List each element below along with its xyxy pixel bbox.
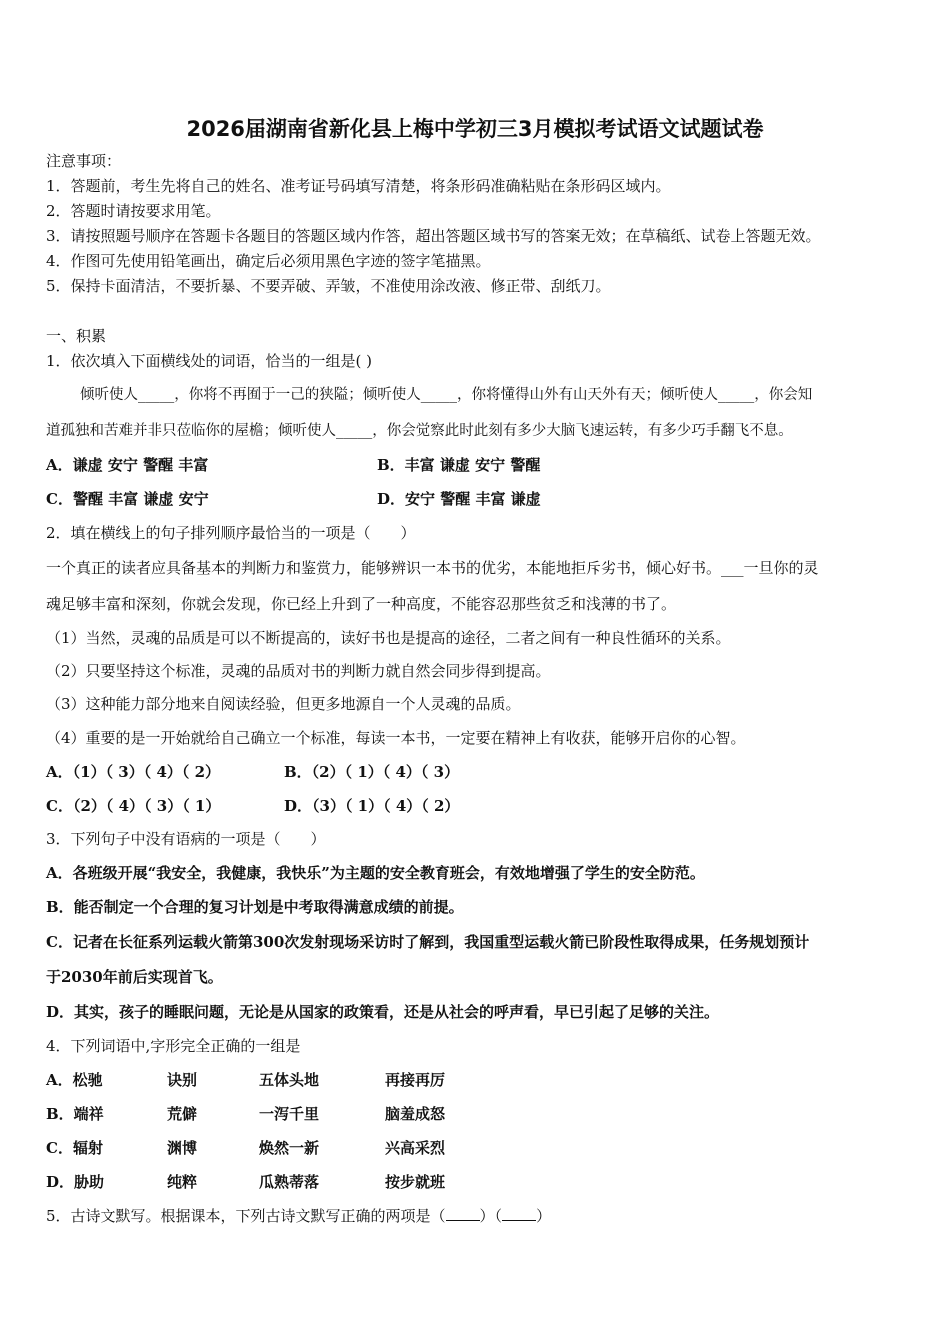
note-item: 5．保持卡面清洁，不要折暴、不要弄破、弄皱，不准使用涂改液、修正带、刮纸刀。 xyxy=(46,277,611,295)
question-2-option-d[interactable]: D．（3）（ 1）（ 4）（ 2） xyxy=(284,797,460,815)
word: 渊博 xyxy=(167,1139,198,1157)
word: 按步就班 xyxy=(385,1173,446,1191)
word: 再接再厉 xyxy=(385,1071,446,1089)
question-3-option-b[interactable]: B．能否制定一个合理的复习计划是中考取得满意成绩的前提。 xyxy=(46,898,464,916)
question-3-option-a[interactable]: A．各班级开展“我安全，我健康，我快乐”为主题的安全教育班会，有效地增强了学生的安全防范。 xyxy=(46,864,705,882)
question-4-stem: 4．下列词语中,字形完全正确的一组是 xyxy=(46,1037,301,1055)
question-2-item: （4）重要的是一开始就给自己确立一个标准，每读一本书，一定要在精神上有收获，能够开启你的心智。 xyxy=(46,729,746,747)
question-2-option-a[interactable]: A．（1）（ 3）（ 4）（ 2） xyxy=(46,763,221,781)
question-1-passage: 道孤独和苦难并非只莅临你的屋檐；倾听使人_____，你会觉察此时此刻有多少大脑飞速运转，有多少巧手翻飞不息。 xyxy=(46,423,793,439)
question-5-text: ）（ xyxy=(479,1207,503,1225)
question-5-text: 5．古诗文默写。根据课本，下列古诗文默写正确的两项是（ xyxy=(46,1207,446,1225)
word: 五体头地 xyxy=(259,1071,320,1089)
option-label: D．胁助 xyxy=(46,1173,105,1191)
question-1-option-c[interactable]: C．警醒 丰富 谦虚 安宁 xyxy=(46,490,209,508)
question-2-option-b[interactable]: B．（2）（ 1）（ 4）（ 3） xyxy=(284,763,460,781)
word: 焕然一新 xyxy=(259,1139,320,1157)
question-4-option-d[interactable] xyxy=(46,1172,445,1192)
question-3-option-c[interactable]: C．记者在长征系列运载火箭第300次发射现场采访时了解到，我国重型运载火箭已阶段性取得成果，任务规划预计 xyxy=(46,933,810,951)
word: 纯粹 xyxy=(167,1173,198,1191)
question-3-stem: 3．下列句子中没有语病的一项是（ ） xyxy=(46,830,326,848)
note-item: 1．答题前，考生先将自己的姓名、准考证号码填写清楚，将条形码准确粘贴在条形码区域内。 xyxy=(46,177,671,195)
answer-blank[interactable] xyxy=(502,1206,536,1221)
note-item: 4．作图可先使用铅笔画出，确定后必须用黑色字迹的签字笔描黑。 xyxy=(46,252,491,270)
section-heading: 一、积累 xyxy=(46,327,107,345)
question-4-option-b[interactable] xyxy=(46,1104,445,1124)
option-label: A．松驰 xyxy=(46,1071,103,1089)
question-2-item: （3）这种能力部分地来自阅读经验，但更多地源自一个人灵魂的品质。 xyxy=(46,695,521,713)
question-2-paragraph: 魂足够丰富和深刻，你就会发现，你已经上升到了一种高度，不能容忍那些贫乏和浅薄的书了。 xyxy=(46,595,677,613)
word: 瓜熟蒂落 xyxy=(259,1173,320,1191)
question-2-item: （2）只要坚持这个标准，灵魂的品质对书的判断力就自然会同步得到提高。 xyxy=(46,662,551,680)
word: 诀别 xyxy=(167,1071,198,1089)
question-1-stem: 1．依次填入下面横线处的词语，恰当的一组是( ) xyxy=(46,352,373,370)
question-5-text: ） xyxy=(536,1207,552,1225)
word: 荒僻 xyxy=(167,1105,198,1123)
question-1-option-b[interactable]: B．丰富 谦虚 安宁 警醒 xyxy=(377,456,541,474)
question-1-option-d[interactable]: D．安宁 警醒 丰富 谦虚 xyxy=(377,490,541,508)
option-label: B．端祥 xyxy=(46,1105,104,1123)
question-1-option-a[interactable]: A．谦虚 安宁 警醒 丰富 xyxy=(46,456,209,474)
note-item: 3．请按照题号顺序在答题卡各题目的答题区域内作答，超出答题区域书写的答案无效；在草稿纸、试卷上答题无效。 xyxy=(46,227,821,245)
question-2-paragraph: 一个真正的读者应具备基本的判断力和鉴赏力，能够辨识一本书的优劣，本能地拒斥劣书，倾心好书。___一旦你的灵 xyxy=(46,559,819,577)
note-item: 2．答题时请按要求用笔。 xyxy=(46,202,221,220)
option-label: C．辐射 xyxy=(46,1139,103,1157)
question-3-option-c-cont: 于2030年前后实现首飞。 xyxy=(46,968,223,986)
word: 脑羞成怒 xyxy=(385,1105,446,1123)
page-title: 2026届湖南省新化县上梅中学初三3月模拟考试语文试题试卷 xyxy=(186,117,764,141)
question-4-option-a[interactable] xyxy=(46,1070,445,1090)
answer-blank[interactable] xyxy=(446,1206,480,1221)
question-2-option-c[interactable]: C．（2）（ 4）（ 3）（ 1） xyxy=(46,797,221,815)
question-3-option-d[interactable]: D．其实，孩子的睡眠问题，无论是从国家的政策看，还是从社会的呼声看，早已引起了足够的关注。 xyxy=(46,1003,720,1021)
notes-heading: 注意事项： xyxy=(46,152,122,170)
word: 一泻千里 xyxy=(259,1105,320,1123)
question-1-passage: 倾听使人_____，你将不再囿于一己的狭隘；倾听使人_____，你将懂得山外有山天外有天；倾听使人_____，你会知 xyxy=(80,387,813,403)
question-4-option-c[interactable] xyxy=(46,1138,445,1158)
question-2-stem: 2．填在横线上的句子排列顺序最恰当的一项是（ ） xyxy=(46,524,416,542)
question-5-stem xyxy=(46,1206,551,1226)
word: 兴高采烈 xyxy=(385,1139,446,1157)
question-2-item: （1）当然，灵魂的品质是可以不断提高的，读好书也是提高的途径，二者之间有一种良性循环的关系。 xyxy=(46,629,731,647)
